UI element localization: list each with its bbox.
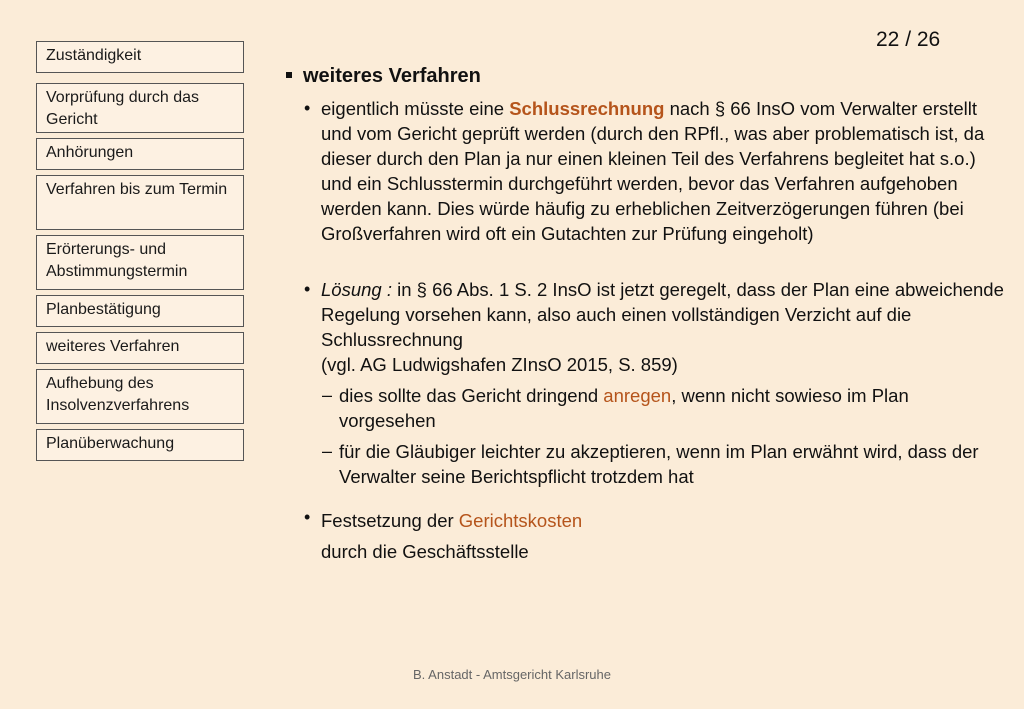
highlight-gerichtskosten: Gerichtskosten	[458, 510, 583, 531]
nav-item-aufhebung[interactable]: Aufhebung des Insolvenzverfahrens	[36, 369, 244, 424]
paragraph-gerichtskosten: Festsetzung der Gerichtskosten durch die Geschäftsstelle	[321, 510, 583, 562]
nav-item-verfahren-bis-termin[interactable]: Verfahren bis zum Termin	[36, 175, 244, 230]
square-bullet-icon	[286, 72, 292, 78]
nav-item-planueberwachung[interactable]: Planüberwachung	[36, 429, 244, 461]
nav-item-anhoerungen[interactable]: Anhörungen	[36, 138, 244, 170]
citation: (vgl. AG Ludwigshafen ZInsO 2015, S. 859)	[321, 354, 678, 375]
nav-item-vorpruefung[interactable]: Vorprüfung durch das Gericht	[36, 83, 244, 133]
footer: B. Anstadt - Amtsgericht Karlsruhe	[413, 667, 611, 682]
bullet-icon: •	[304, 98, 311, 118]
highlight-schlussrechnung: Schlussrechnung	[509, 98, 665, 119]
page-number: 22 / 26	[876, 28, 941, 51]
paragraph-schlussrechnung: eigentlich müsste eine Schlussrechnung nach § 66 InsO vom Verwalter erstellt und vom Gericht geprüft werden (durch den RPfl., was aber problematisch ist, da dieser durch den Plan ja nur einen kleinen Teil des Verfahrens begleitet hat s.o.) und ein Schlusstermin durchgeführt werden, bevor das Verfahren aufgehoben werden kann. Dies würde häufig zu erheblichen Zeitverzögerungen führen (bei Großverfahren wird oft ein Gutachten zur Prüfung eingeholt)	[321, 98, 985, 244]
highlight-anregen: anregen	[603, 385, 672, 406]
bullet-icon: •	[304, 507, 311, 527]
loesung-label: Lösung :	[321, 279, 392, 300]
section-heading: weiteres Verfahren	[286, 62, 481, 90]
dash-icon: –	[322, 385, 333, 405]
subpoint-glaeubiger: für die Gläubiger leichter zu akzeptieren, wenn im Plan erwähnt wird, dass der Verwalter seine Berichtspflicht trotzdem hat	[339, 441, 979, 487]
dash-icon: –	[322, 441, 333, 461]
nav-item-planbestaetigung[interactable]: Planbestätigung	[36, 295, 244, 327]
subpoint-anregen: dies sollte das Gericht dringend anregen, wenn nicht sowieso im Plan vorgesehen	[339, 385, 909, 431]
bullet-icon: •	[304, 279, 311, 299]
paragraph-loesung: Lösung : in § 66 Abs. 1 S. 2 InsO ist jetzt geregelt, dass der Plan eine abweichende Regelung vorsehen kann, also auch einen vollständigen Verzicht auf die Schlussrechnung (vgl. AG Ludwigshafen ZInsO 2015, S. 859)	[321, 279, 1004, 375]
nav-item-eroerterungstermin[interactable]: Erörterungs- und Abstimmungstermin	[36, 235, 244, 290]
nav-item-weiteres-verfahren[interactable]: weiteres Verfahren	[36, 332, 244, 364]
nav-item-zustaendigkeit[interactable]: Zuständigkeit	[36, 41, 244, 73]
